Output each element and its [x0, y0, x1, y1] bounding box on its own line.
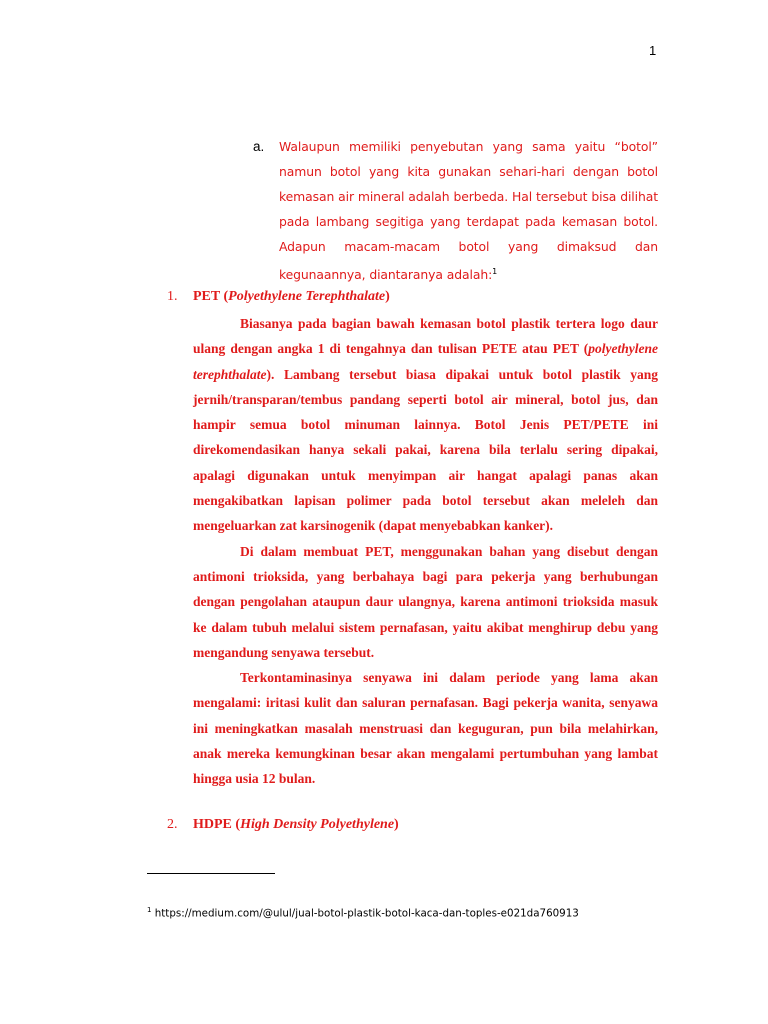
paragraph-1-italic: polyethylene terephthalate	[193, 341, 658, 382]
paren-close: )	[394, 817, 399, 832]
section-subtitle: Polyethylene Terephthalate	[228, 289, 386, 304]
footnote-link[interactable]: https://medium.com/@ulul/jual-botol-plastik-botol-kaca-dan-toples-e021da760913	[151, 907, 579, 920]
section-title: PET	[193, 289, 220, 304]
section-number: 1.	[167, 289, 178, 304]
list-item-a-text	[279, 134, 658, 287]
section-heading-pet	[167, 289, 390, 305]
footnote	[147, 906, 579, 919]
paragraph-1	[193, 311, 658, 539]
list-item-a	[253, 134, 658, 287]
section-title: HDPE	[193, 817, 232, 832]
list-marker-a: a.	[253, 139, 265, 154]
paragraph-3: Terkontaminasinya senyawa ini dalam periode yang lama akan mengalami: iritasi kulit dan saluran pernafasan. Bagi pekerja wanita, senyawa ini meningkatkan masalah menstruasi dan keguguran, pun bila melahirkan, anak mereka kemungkinan besar akan mengalami pertumbuhan yang lambat hingga usia 12 bulan.	[193, 670, 658, 787]
section-number: 2.	[167, 817, 178, 832]
list-item-a-body: Walaupun memiliki penyebutan yang sama yaitu “botol” namun botol yang kita gunakan sehari-hari dengan botol kemasan air mineral adalah berbeda. Hal tersebut bisa dilihat pada lambang segitiga yang terdapat pada kemasan botol. Adapun macam-macam botol yang dimaksud dan kegunaannya, diantaranya adalah:	[279, 139, 658, 283]
page-number: 1	[649, 43, 657, 58]
paren-open: (	[231, 817, 241, 832]
paragraph-1-end: ). Lambang tersebut biasa dipakai untuk botol plastik yang jernih/transparan/tembus pandang seperti botol air mineral, botol jus, dan hampir semua botol minuman lainnya. Botol Jenis PET/PETE ini direkomendasikan hanya sekali pakai, karena bila terlalu sering dipakai, apalagi digunakan untuk menyimpan air hangat apalagi panas akan mengakibatkan lapisan polimer pada botol tersebut akan meleleh dan mengeluarkan zat karsinogenik (dapat menyebabkan kanker).	[193, 366, 658, 534]
section-subtitle: High Density Polyethylene	[240, 817, 395, 832]
section-body-pet	[193, 311, 658, 792]
footnote-mark: 1	[147, 906, 152, 914]
paren-open: (	[219, 289, 229, 304]
paragraph-1-start: Biasanya pada bagian bawah kemasan botol plastik tertera logo daur ulang dengan angka 1 di tengahnya dan tulisan PETE atau PET (	[193, 316, 658, 357]
footnote-reference[interactable]: 1	[492, 267, 498, 276]
footnote-separator	[147, 873, 275, 874]
paragraph-2: Di dalam membuat PET, menggunakan bahan yang disebut dengan antimoni trioksida, yang berbahaya bagi para pekerja yang berhubungan dengan pengolahan ataupun daur ulangnya, karena antimoni trioksida masuk ke dalam tubuh melalui sistem pernafasan, yaitu akibat menghirup debu yang mengandung senyawa tersebut.	[193, 543, 658, 660]
section-heading-hdpe	[167, 817, 399, 833]
paren-close: )	[385, 289, 390, 304]
